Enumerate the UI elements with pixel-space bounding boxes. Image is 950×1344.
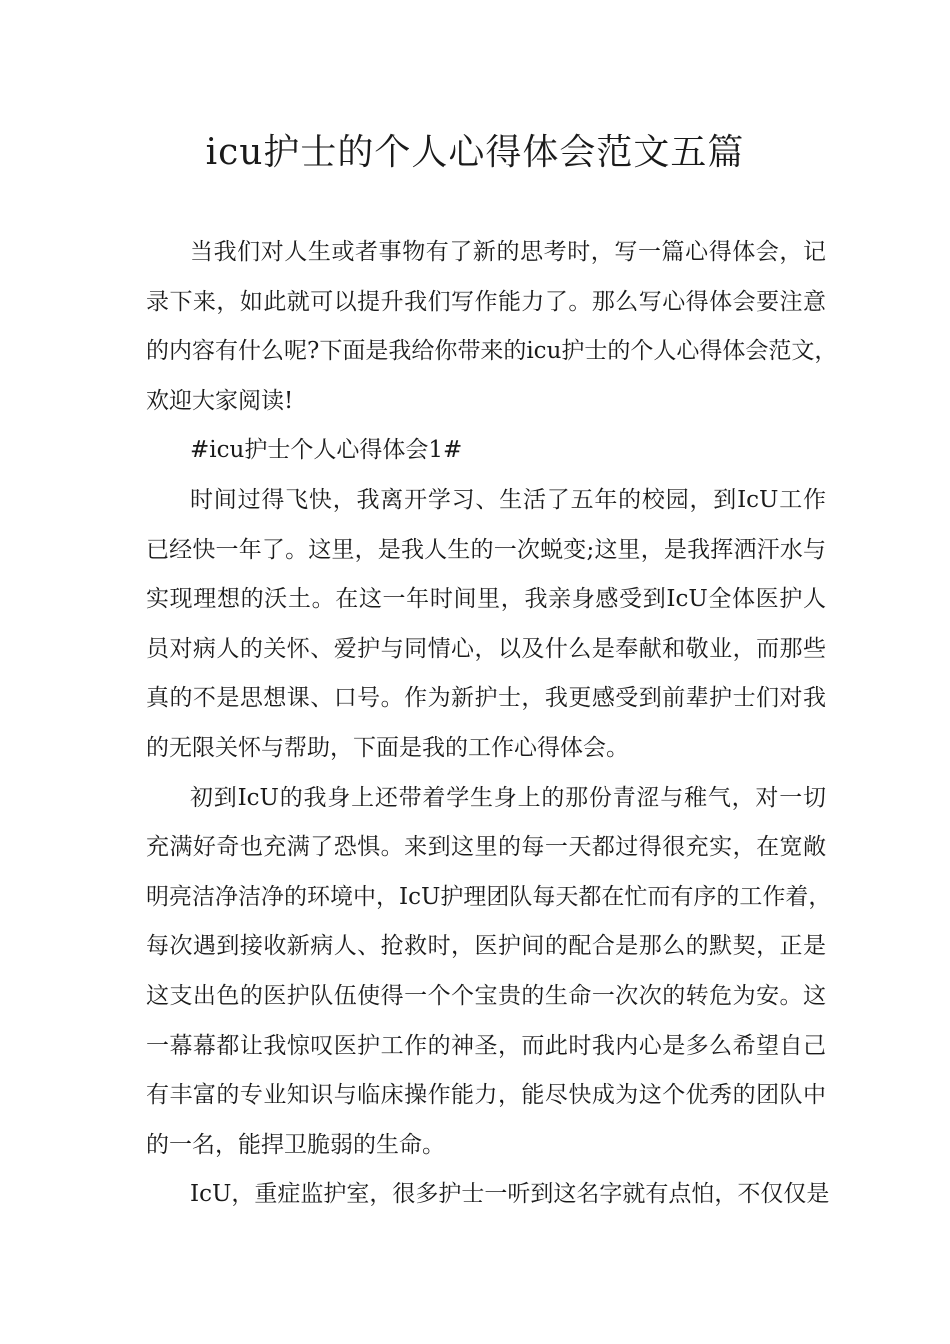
paragraph-line: 当我们对人生或者事物有了新的思考时，写一篇心得体会，记: [190, 239, 826, 265]
paragraph-line: 一幕幕都让我惊叹医护工作的神圣，而此时我内心是多么希望自己: [146, 1032, 826, 1059]
paragraph-line: 的一名，能捍卫脆弱的生命。: [146, 1131, 445, 1158]
section-heading: #icu护士个人心得体会1#: [190, 437, 463, 464]
paragraph-line: 这支出色的医护队伍使得一个个宝贵的生命一次次的转危为安。这: [146, 982, 826, 1009]
document-title: icu护士的个人心得体会范文五篇: [205, 132, 745, 173]
document-body: [146, 228, 838, 1220]
paragraph-line: 充满好奇也充满了恐惧。来到这里的每一天都过得很充实，在宽敞: [146, 834, 826, 861]
paragraph-line: 真的不是思想课、口号。作为新护士，我更感受到前辈护士们对我: [146, 685, 826, 712]
paragraph-line: 录下来，如此就可以提升我们写作能力了。那么写心得体会要注意: [146, 288, 826, 315]
paragraph-line: 的内容有什么呢?下面是我给你带来的icu护士的个人心得体会范文，: [146, 338, 838, 365]
paragraph-line: 实现理想的沃土。在这一年时间里，我亲身感受到IcU全体医护人: [146, 586, 826, 613]
paragraph-line: 初到IcU的我身上还带着学生身上的那份青涩与稚气，对一切: [190, 784, 826, 811]
paragraph-line: 有丰富的专业知识与临床操作能力，能尽快成为这个优秀的团队中: [146, 1082, 826, 1109]
paragraph-line: 的无限关怀与帮助，下面是我的工作心得体会。: [146, 734, 629, 761]
paragraph-line: 已经快一年了。这里，是我人生的一次蜕变;这里，是我挥洒汗水与: [146, 536, 826, 563]
paragraph-line: 时间过得飞快，我离开学习、生活了五年的校园，到IcU工作: [190, 486, 826, 513]
paragraph-line: 每次遇到接收新病人、抢救时，医护间的配合是那么的默契，正是: [146, 933, 826, 960]
paragraph-line: 员对病人的关怀、爱护与同情心，以及什么是奉献和敬业，而那些: [146, 635, 826, 662]
paragraph-line: 明亮洁净洁净的环境中，IcU护理团队每天都在忙而有序的工作着，: [146, 883, 832, 910]
paragraph-line: IcU，重症监护室，很多护士一听到这名字就有点怕，不仅仅是: [190, 1181, 830, 1208]
paragraph-line: 欢迎大家阅读!: [146, 387, 294, 414]
